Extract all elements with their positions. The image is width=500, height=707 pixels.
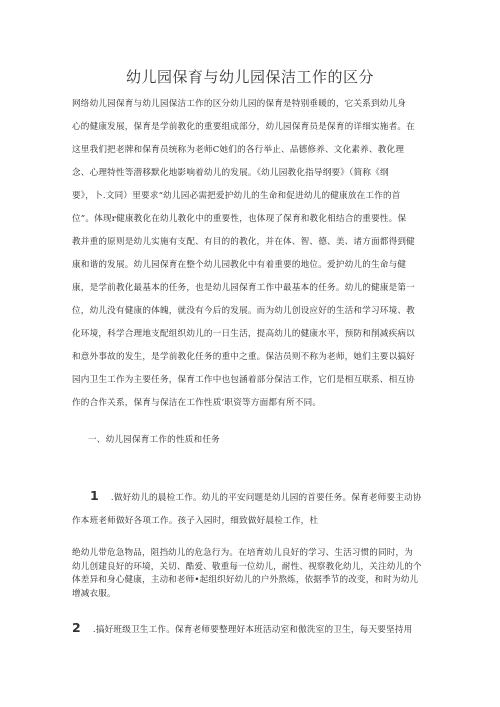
continuation-line: 幼儿创建良好的环境，关切、酷爱、敬重每一位幼儿，耐性、视察教化幼儿，关注幼儿的个 [72, 561, 422, 572]
section-heading: 一、幼儿园保育工作的性质和任务 [88, 435, 220, 445]
intro-line: 园内卫生工作为主要任务，保育工作中也包涵着部分保洁工作，它们是相互联系、相互协 [72, 375, 415, 385]
list-item-text: .做好幼儿的晨检工作。幼儿的平安问题是幼儿园的首要任务。保育老师要主动协 [110, 493, 422, 503]
intro-line: 位”。体现r健康教化在幼儿教化中的重要性，也体现了保育和教化相结合的重要性。保 [72, 214, 407, 224]
intro-line: 这里我们把老牌和保育员统称为老师C她们的各行举止、品德修养、文化素养、教化理 [72, 145, 405, 155]
list-item-number: 1 [90, 488, 99, 503]
list-item-1-first-line [72, 484, 437, 510]
intro-line: 教并重的原则是幼儿实施有支配、有目的的教化，并在体、智、德、美、诸方面都得到健 [72, 237, 415, 247]
list-item-2 [72, 616, 437, 642]
intro-line: 网络幼儿园保育与幼儿园保洁工作的区分幼儿园的保育是特别垂暖的，它关系到幼儿身 [72, 99, 407, 109]
list-item-1 [72, 484, 437, 533]
intro-paragraph [72, 93, 437, 415]
continuation-line: 体差异和身心健康，主动和老师•起组织好幼儿的户外熬炼，依据季节的改变，和时为幼儿 [72, 575, 419, 585]
intro-line: 康，是学前教化最基本的任务，也是幼儿园保育工作中最基本的任务。幼儿的健康是第一 [72, 283, 415, 293]
continuation-line: 绝幼儿带危急物品，阻挡幼儿的危急行为。在培育幼儿良好的学习、生活习惯的同时，为 [72, 548, 414, 558]
intro-line: 作的合作关系，保育与保洁在工作性质’职资等方面都有所不同。 [72, 398, 322, 408]
intro-line: 心的健康发展，保育是学前教化的重要组成部分，幼儿园保育员是保育的详细实施者。在 [72, 122, 415, 132]
intro-line: 和意外事故的发生，是学前教化任务的重中之重。保洁员则不称为老师，她们主要以搞好 [72, 352, 415, 362]
list-item-text: .搞好班级卫生工作。保育老师要整理好本班活动室和傲洗室的卫生，每天要坚持用 [92, 625, 413, 635]
list-item-1-second-line: 作本班老师做好各项工作。孩子入园时，细致做好晨检工作，杜 [72, 516, 319, 526]
list-item-2-first-line [72, 616, 437, 642]
list-item-number: 2 [72, 620, 81, 635]
intro-line: 要》，卜.文同）里要求“幼儿园必需把爱护幼儿的生命和促进幼儿的健康放在工作的首 [72, 191, 401, 201]
intro-line: 位，幼儿没有健康的体魄，就没有今后的发展。而为幼儿创设应好的生活和学习环境、教 [72, 306, 415, 316]
intro-line: 化环境，科学合理地支配组织幼儿的一日生活，提高幼儿的健康水平，预防和削减疾病以 [72, 329, 415, 339]
intro-line: 康和谐的发展。幼儿园保育在整个幼儿园教化中有着重要的地位。爱护幼儿的生命与健 [72, 260, 407, 270]
continuation-paragraph [72, 547, 437, 601]
document-title: 幼儿园保育与幼儿园保洁工作的区分 [125, 68, 374, 86]
intro-line: 念、心理特性等潜移默化地影响着幼儿的发展。《幼儿园教化指导纲要》（简称《纲 [72, 168, 389, 178]
continuation-line: 增减衣服。 [72, 588, 116, 599]
